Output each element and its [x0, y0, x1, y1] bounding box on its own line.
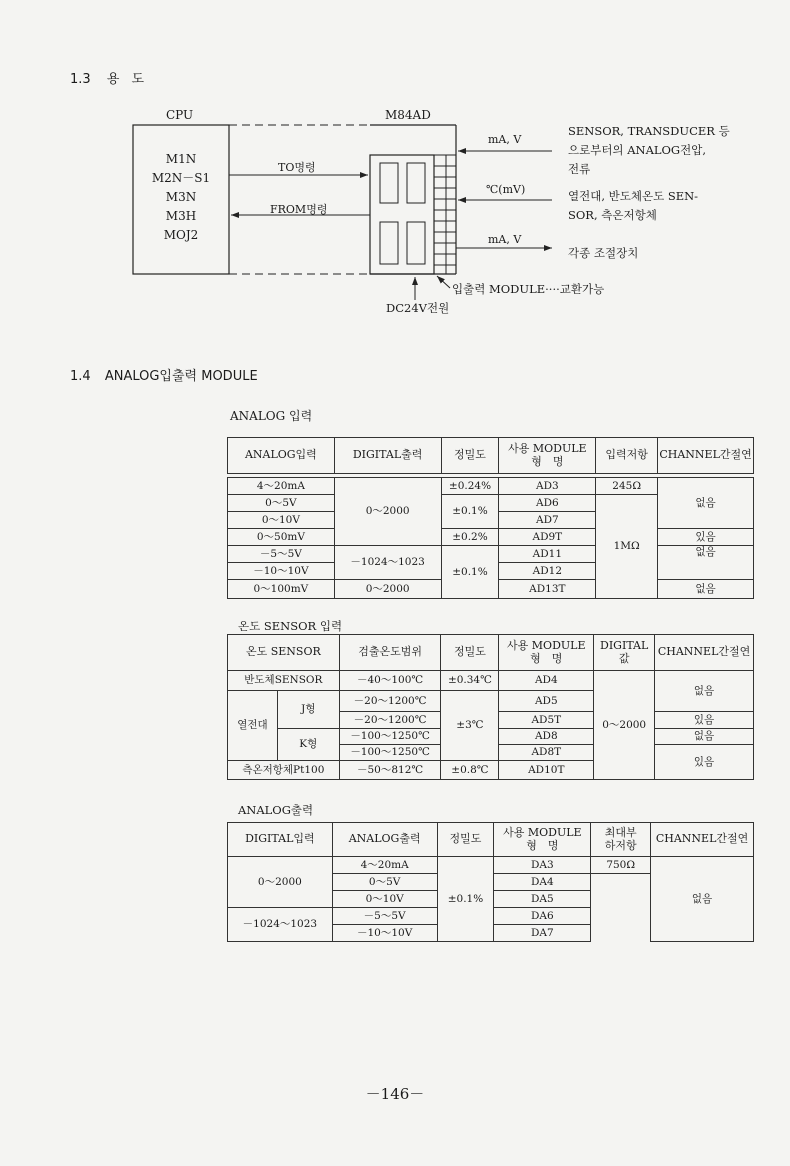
page-number: －146－: [365, 1085, 425, 1103]
model-cell: DA7: [494, 925, 591, 942]
isolation-cell: 있음: [655, 745, 754, 780]
header-cell: DIGITAL출력: [334, 438, 441, 474]
range-cell: －20～1200℃: [339, 712, 441, 729]
header-line: 값: [618, 651, 630, 665]
model-cell: AD7: [499, 512, 596, 529]
io-module-note: 입출력 MODULE····교환가능: [452, 282, 605, 296]
desc-line: 전류: [568, 162, 591, 176]
precision-cell: ±0.1%: [437, 857, 494, 942]
header-line: 형 명: [531, 454, 564, 468]
header-line: 형 명: [530, 651, 563, 665]
section-number: 1.4: [70, 369, 91, 384]
analog-output-caption: ANALOG출력: [238, 803, 314, 817]
output-range-cell: －10～10V: [332, 925, 437, 942]
model-cell: AD13T: [499, 580, 596, 599]
header-cell: [499, 635, 594, 671]
desc-line: 열전대, 반도체온도 SEN-: [568, 189, 699, 203]
table-header-row: [228, 438, 754, 474]
isolation-cell: 없음: [658, 580, 754, 599]
model-cell: DA3: [494, 857, 591, 874]
sensor-type-cell: 열전대: [228, 691, 278, 761]
header-line: 사용 MODULE: [503, 825, 582, 839]
header-line: 하저항: [604, 838, 637, 852]
section-1-4-heading: [70, 365, 258, 384]
header-cell: 정밀도: [441, 635, 499, 671]
precision-cell: ±0.8℃: [441, 761, 499, 780]
digital-input-cell: 0～2000: [228, 857, 333, 908]
model-cell: DA6: [494, 908, 591, 925]
model-cell: AD3: [499, 478, 596, 495]
header-cell: 정밀도: [437, 823, 494, 857]
isolation-cell: 없음: [658, 546, 754, 580]
table-row: [228, 857, 754, 874]
analog-output-table: [227, 822, 754, 942]
sensor-type-cell: 반도체SENSOR: [228, 671, 340, 691]
sensor-input-table: [227, 634, 754, 780]
header-cell: ANALOG입력: [228, 438, 335, 474]
cpu-model: M3N: [165, 190, 197, 204]
header-cell: [494, 823, 591, 857]
cpu-model-list: [133, 150, 229, 245]
section-title: ANALOG입출력 MODULE: [104, 369, 258, 384]
system-diagram: [0, 0, 790, 330]
section-number: 1.3: [70, 72, 91, 87]
input-range-cell: －5～5V: [228, 546, 335, 563]
sensor-description: [568, 122, 730, 179]
range-cell: －100～1250℃: [339, 745, 441, 761]
header-cell: 입력저항: [596, 438, 658, 474]
output-range-cell: 0～10V: [332, 891, 437, 908]
header-line: 사용 MODULE: [507, 638, 586, 652]
header-line: 형 명: [526, 838, 559, 852]
cpu-model: M3H: [165, 209, 197, 223]
cpu-model: M1N: [165, 152, 197, 166]
isolation-cell: 없음: [651, 857, 754, 942]
model-cell: AD5T: [499, 712, 594, 729]
range-cell: －40～100℃: [339, 671, 441, 691]
header-cell: CHANNEL간절연: [658, 438, 754, 474]
resistance-cell: 1MΩ: [596, 495, 658, 599]
output-range-cell: 0～5V: [332, 874, 437, 891]
header-cell: DIGITAL입력: [228, 823, 333, 857]
desc-line: SOR, 측온저항체: [568, 208, 657, 222]
table-row: [228, 671, 754, 691]
input-range-cell: 0～10V: [228, 512, 335, 529]
digital-input-cell: －1024～1023: [228, 908, 333, 942]
header-line: 최대부: [604, 825, 637, 839]
from-command-label: FROM명령: [270, 203, 328, 216]
sensor-subtype-cell: K형: [277, 729, 339, 761]
analog-input-signal-label: mA, V: [488, 133, 522, 146]
precision-cell: ±0.1%: [441, 546, 499, 599]
digital-output-cell: 0～2000: [334, 478, 441, 546]
digital-value-cell: 0～2000: [594, 671, 655, 780]
model-cell: AD9T: [499, 529, 596, 546]
cpu-label: CPU: [166, 108, 194, 122]
digital-output-cell: 0～2000: [334, 580, 441, 599]
temperature-signal-label: ℃(mV): [486, 183, 526, 196]
analog-input-table: [227, 437, 754, 599]
header-cell: [594, 635, 655, 671]
precision-cell: ±0.1%: [441, 495, 499, 529]
isolation-cell: 없음: [655, 671, 754, 712]
header-cell: [499, 438, 596, 474]
input-range-cell: －10～10V: [228, 563, 335, 580]
cpu-model: M2N－S1: [151, 171, 211, 185]
model-cell: AD6: [499, 495, 596, 512]
control-device-description: 각종 조절장치: [568, 246, 639, 260]
precision-cell: ±0.24%: [441, 478, 499, 495]
header-cell: [591, 823, 651, 857]
model-cell: DA4: [494, 874, 591, 891]
power-supply-label: DC24V전원: [386, 301, 450, 315]
header-cell: 온도 SENSOR: [228, 635, 340, 671]
cpu-model: MOJ2: [163, 228, 199, 242]
model-cell: AD8T: [499, 745, 594, 761]
model-cell: AD4: [499, 671, 594, 691]
range-cell: －100～1250℃: [339, 729, 441, 745]
table-row: [228, 546, 754, 563]
section-title: 용 도: [106, 72, 149, 87]
isolation-cell: 있음: [655, 712, 754, 729]
sensor-subtype-cell: J형: [277, 691, 339, 729]
table-row: [228, 478, 754, 495]
output-range-cell: －5～5V: [332, 908, 437, 925]
model-cell: AD12: [499, 563, 596, 580]
header-cell: 정밀도: [441, 438, 499, 474]
header-cell: 검출온도범위: [339, 635, 441, 671]
analog-output-signal-label: mA, V: [488, 233, 522, 246]
range-cell: －50～812℃: [339, 761, 441, 780]
resistance-cell: 245Ω: [596, 478, 658, 495]
sensor-input-caption: 온도 SENSOR 입력: [238, 619, 343, 633]
input-range-cell: 4～20mA: [228, 478, 335, 495]
module-label: M84AD: [385, 108, 431, 122]
model-cell: AD5: [499, 691, 594, 712]
isolation-cell: 없음: [655, 729, 754, 745]
header-line: 사용 MODULE: [508, 441, 587, 455]
header-cell: CHANNEL간절연: [655, 635, 754, 671]
desc-line: 으로부터의 ANALOG전압,: [568, 143, 706, 157]
sensor-type-cell: 측온저항체Pt100: [228, 761, 340, 780]
load-resistance-cell: 750Ω: [591, 857, 651, 874]
thermo-description: [568, 187, 698, 225]
input-range-cell: 0～5V: [228, 495, 335, 512]
model-cell: AD11: [499, 546, 596, 563]
analog-input-caption: ANALOG 입력: [230, 409, 313, 423]
to-command-label: TO명령: [278, 161, 316, 174]
table-header-row: [228, 635, 754, 671]
header-cell: ANALOG출력: [332, 823, 437, 857]
load-resistance-empty: [591, 874, 651, 942]
precision-cell: ±0.2%: [441, 529, 499, 546]
input-range-cell: 0～100mV: [228, 580, 335, 599]
range-cell: －20～1200℃: [339, 691, 441, 712]
precision-cell: ±3℃: [441, 691, 499, 761]
desc-line: SENSOR, TRANSDUCER 등: [568, 124, 730, 138]
header-line: DIGITAL: [600, 638, 649, 652]
precision-cell: ±0.34℃: [441, 671, 499, 691]
table-header-row: [228, 823, 754, 857]
isolation-cell: 있음: [658, 529, 754, 546]
terminal-block: [434, 155, 456, 274]
output-range-cell: 4～20mA: [332, 857, 437, 874]
model-cell: DA5: [494, 891, 591, 908]
model-cell: AD8: [499, 729, 594, 745]
isolation-cell: 없음: [658, 478, 754, 529]
model-cell: AD10T: [499, 761, 594, 780]
table-row: [228, 529, 754, 546]
input-range-cell: 0～50mV: [228, 529, 335, 546]
header-cell: CHANNEL간절연: [651, 823, 754, 857]
digital-output-cell: －1024～1023: [334, 546, 441, 580]
